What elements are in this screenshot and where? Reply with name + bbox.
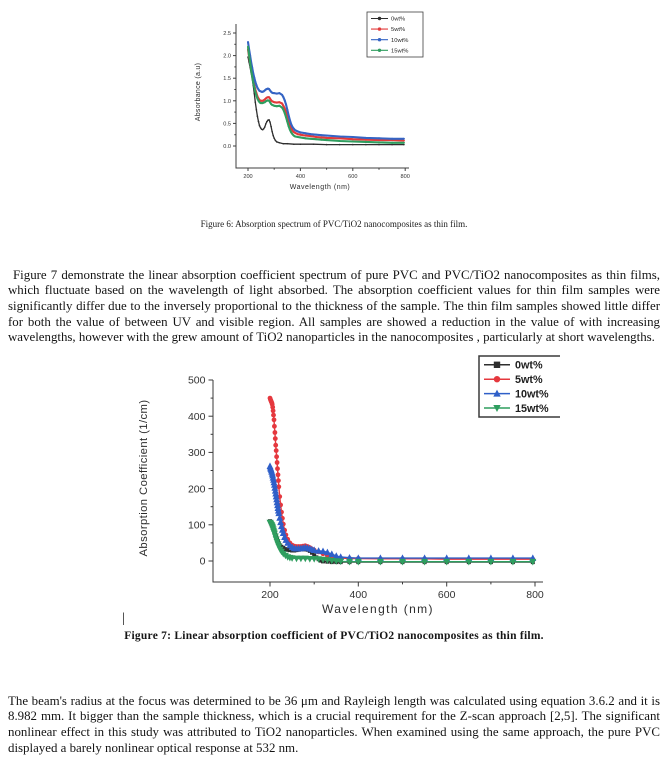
svg-text:0: 0 [199,555,206,568]
figure6-legend [367,12,423,57]
svg-text:5wt%: 5wt% [391,27,406,34]
svg-text:400: 400 [295,174,306,180]
svg-text:100: 100 [187,519,206,532]
svg-text:0wt%: 0wt% [391,16,406,23]
figure7-svg [130,350,560,620]
figure7-caption[interactable]: Figure 7: Linear absorption coefficient of PVC/TiO2 nanocomposites as thin film. [124,630,544,642]
svg-text:0.0: 0.0 [223,144,231,150]
svg-text:1.0: 1.0 [223,98,231,105]
svg-text:400: 400 [349,589,368,601]
svg-text:5wt%: 5wt% [515,374,543,387]
svg-text:400: 400 [187,410,206,423]
svg-text:2.5: 2.5 [223,31,231,37]
svg-text:10wt%: 10wt% [391,37,409,44]
figure7-ylabel: Absorption Coefficient (1/cm) [138,399,150,557]
figure6-svg [190,8,435,200]
svg-text:200: 200 [261,589,279,601]
svg-text:15wt%: 15wt% [515,402,549,415]
svg-text:10wt%: 10wt% [515,388,549,401]
figure7-series-10wt% [267,462,537,561]
svg-text:200: 200 [243,174,253,180]
svg-text:2.0: 2.0 [223,53,231,60]
figure7-series-5wt% [268,396,536,562]
svg-text:0.5: 0.5 [223,121,231,128]
figure6-image[interactable] [190,8,435,200]
body-paragraph-1[interactable]: Figure 7 demonstrate the linear absorption coefficient spectrum of pure PVC and PVC/TiO2 nanocomposites as thin films, which fluctuate based on the wavelength of light absorbed. The absorption coefficient values for thin film samples were significantly differ due to the inversely proportional to the thickness of the sample. The thin film samples showed little differ for both the value of between UV and visible region. All samples are showed a reduction in the value of with increasing wavelengths, however with the grew amount of TiO2 nanoparticles in the nanocomposites , particularly at short wavelengths. [8,267,660,345]
svg-text:1.5: 1.5 [223,76,231,83]
svg-text:0wt%: 0wt% [515,359,543,372]
svg-text:600: 600 [437,589,456,601]
figure7-image[interactable] [130,350,560,620]
figure7-xlabel: Wavelength (nm) [322,602,434,616]
figure6-xlabel: Wavelength (nm) [289,184,351,191]
svg-text:600: 600 [348,174,358,180]
svg-text:15wt%: 15wt% [391,48,409,55]
svg-text:500: 500 [187,374,206,387]
figure6-caption[interactable]: Figure 6: Absorption spectrum of PVC/TiO2 nanocomposites as thin film. [200,219,468,229]
figure6-ylabel: Absorbance (a.u) [195,62,202,122]
svg-text:800: 800 [400,174,410,180]
figure7-legend [479,356,560,417]
text-cursor: | [122,610,125,625]
svg-text:200: 200 [187,483,206,496]
figure6-series-15wt% [247,46,405,144]
svg-text:800: 800 [526,589,544,601]
body-paragraph-2[interactable]: The beam's radius at the focus was determined to be 36 μm and Rayleigh length was calculated using equation 3.6.2 and it is 8.982 mm. It bigger than the sample thickness, which is a crucial requirement for the Z-scan approach [2,5]. The significant nonlinear effect in this study was attributed to TiO2 nanoparticles. When examined using the same approach, the pure PVC displayed a barely nonlinear optical response at 532 nm. [8,693,660,755]
svg-text:300: 300 [187,447,206,460]
